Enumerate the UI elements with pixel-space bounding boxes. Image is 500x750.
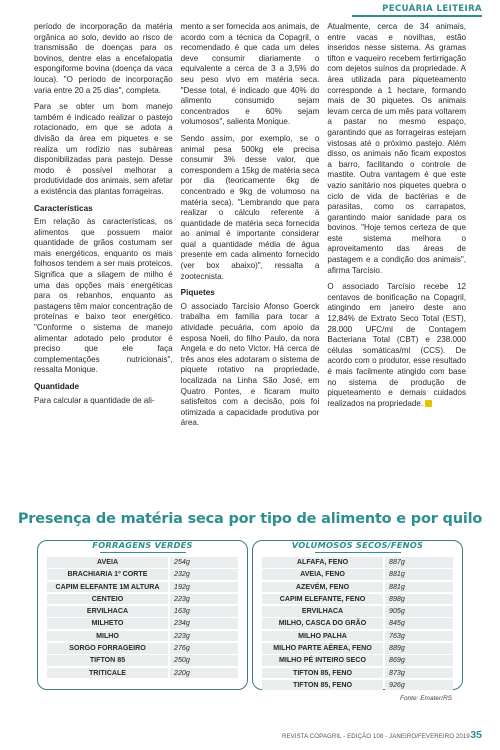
- table-row: [47, 594, 238, 605]
- table-row: [262, 655, 453, 666]
- table-row: [47, 569, 238, 580]
- subheading-quantidade: Quantidade: [34, 382, 80, 391]
- table-rows: [262, 557, 453, 692]
- table-row: [47, 643, 238, 654]
- dry-matter-value-cell: 887g: [385, 557, 453, 568]
- table-row: [262, 668, 453, 679]
- dry-matter-value-cell: 223g: [170, 631, 238, 642]
- food-name-cell: TRITICALE: [47, 668, 168, 679]
- food-name-cell: MILHETO: [47, 618, 168, 629]
- food-name-cell: MILHO PALHA: [262, 631, 383, 642]
- dry-matter-value-cell: 163g: [170, 606, 238, 617]
- table-row: [47, 582, 238, 593]
- food-name-cell: ALFAFA, FENO: [262, 557, 383, 568]
- article-column-1: [34, 22, 173, 492]
- paragraph: Sendo assim, por exemplo, se o animal pesa 500kg ele precisa consumir 3% desse valor, que correspondem a 15kg de matéria seca por dia (teoricamente 6kg de concentrado e 9kg de volumoso na matéria seca). "Lembrando que para realizar o cálculo referente à quantidade de matéria seca fornecida ao animal é importante considerar qual a quantidade média de água presente em cada alimento fornecido (ver box abaixo)", ressalta a zootecnista.: [180, 133, 320, 281]
- table-row: [47, 557, 238, 568]
- table-row: [47, 618, 238, 629]
- table-row: [262, 606, 453, 617]
- table-heading: VOLUMOSOS SECOS/FENOS: [253, 540, 462, 553]
- end-of-article-icon: [425, 400, 432, 407]
- table-row: [262, 569, 453, 580]
- dry-matter-value-cell: 881g: [385, 582, 453, 593]
- dry-matter-value-cell: 250g: [170, 655, 238, 666]
- dry-matter-value-cell: 905g: [385, 606, 453, 617]
- subheading-piquetes: Piquetes: [180, 288, 215, 298]
- page-number: 35: [470, 729, 482, 741]
- table-rows: [47, 557, 238, 680]
- article-body: [34, 22, 466, 492]
- article-column-3: [327, 22, 466, 492]
- paragraph: O associado Tarcísio Afonso Goerck trabalha em família para tocar a atividade pecuária, com apoio da esposa Noeli, do filho Paulo, da nora Angela e do neto Victor. Há cerca de três anos eles adotaram o sistema de piquete rotativo na propriedade, localizada na Linha São José, em Quatro Pontes, e ficaram muito satisfeitos com a decisão, pois foi otimizada a capacidade produtiva por área.: [180, 301, 320, 428]
- food-name-cell: AVEIA, FENO: [262, 569, 383, 580]
- food-name-cell: TIFTON 85: [47, 655, 168, 666]
- dry-matter-value-cell: 845g: [385, 618, 453, 629]
- table-row: [262, 618, 453, 629]
- volumosos-secos-table: [252, 540, 463, 690]
- table-row: [262, 680, 453, 691]
- forragens-verdes-table: [37, 540, 248, 690]
- paragraph: mento a ser fornecida aos animais, de acordo com a técnica da Copagril, o recomendado é que cada um deles deve consumir diariamente o equivalente a cerca de 3 a 3,5% do seu peso vivo em matéria seca. "Desse total, é indicado que 40% do alimento consumido sejam concentrados e 60% sejam volumosos", salienta Monique.: [180, 22, 320, 127]
- food-name-cell: SORGO FORRAGEIRO: [47, 643, 168, 654]
- article-column-2: [181, 22, 320, 492]
- food-name-cell: CAPIM ELEFANTE, FENO: [262, 594, 383, 605]
- dry-matter-value-cell: 763g: [385, 631, 453, 642]
- table-row: [47, 606, 238, 617]
- dry-matter-value-cell: 192g: [170, 582, 238, 593]
- table-heading: FORRAGENS VERDES: [38, 540, 247, 553]
- table-row: [47, 631, 238, 642]
- dry-matter-value-cell: 869g: [385, 655, 453, 666]
- subheading-caracteristicas: Características: [34, 203, 93, 213]
- food-name-cell: MILHO PÉ INTEIRO SECO: [262, 655, 383, 666]
- dry-matter-value-cell: 926g: [385, 680, 453, 691]
- dry-matter-value-cell: 254g: [170, 557, 238, 568]
- food-name-cell: AVEIA: [47, 557, 168, 568]
- dry-matter-value-cell: 276g: [170, 643, 238, 654]
- source-credit: Fonte: Emater/RS: [399, 695, 452, 702]
- dry-matter-value-cell: 232g: [170, 569, 238, 580]
- table-row: [262, 557, 453, 568]
- dry-matter-value-cell: 889g: [385, 643, 453, 654]
- food-name-cell: CENTEIO: [47, 594, 168, 605]
- table-row: [262, 594, 453, 605]
- dry-matter-value-cell: 234g: [170, 618, 238, 629]
- food-name-cell: CAPIM ELEFANTE 1M ALTURA: [47, 582, 168, 593]
- food-name-cell: AZEVÉM, FENO: [262, 582, 383, 593]
- food-name-cell: MILHO, CASCA DO GRÃO: [262, 618, 383, 629]
- dry-matter-value-cell: 223g: [170, 594, 238, 605]
- paragraph: Para calcular a quantidade de ali-: [34, 395, 155, 405]
- food-name-cell: ERVILHACA: [47, 606, 168, 617]
- dry-matter-value-cell: 873g: [385, 668, 453, 679]
- table-row: [47, 668, 238, 679]
- paragraph: Para se obter um bom manejo também é indicado realizar o pastejo rotacionado, em que se adota a divisão da área em piquetes e se realiza um rodízio nas subáreas disponibilizadas para pastejo. Desse modo é possível melhorar a produtividade dos animais, sem afetar a existência das plantas forrageiras.: [34, 102, 173, 196]
- food-name-cell: BRACHIARIA 1º CORTE: [47, 569, 168, 580]
- food-name-cell: TIFTON 85, FENO: [262, 668, 383, 679]
- food-name-cell: ERVILHACA: [262, 606, 383, 617]
- publication-footer: REVISTA COPAGRIL - EDIÇÃO 108 - JANEIRO/FEVEREIRO 2019: [282, 733, 470, 740]
- paragraph-text: O associado Tarcísio recebe 12 centavos de bonificação na Copagril, atingindo em janeiro deste ano 12,84% de Extrato Seco Total (EST), 28.000 UFC/ml de Contagem Bacteriana Total (CBT) e 238.000 células somáticas/ml (CCS). De acordo com o produtor, esse resultado é mais facilmente atingido com base no sistema de produção de piqueteamento e demais cuidados realizados na propriedade.: [327, 282, 467, 408]
- section-header-label: PECUÁRIA LEITEIRA: [382, 4, 482, 14]
- table-row: [262, 582, 453, 593]
- table-row: [47, 655, 238, 666]
- food-name-cell: MILHO PARTE AÉREA, FENO: [262, 643, 383, 654]
- food-name-cell: TIFTON 85, FENO: [262, 680, 383, 691]
- paragraph: período de incorporação da matéria orgânica ao solo, devido ao risco de transmissão de doenças para os bovinos, dentre elas a encefalopatia espongiforme bovina (doença da vaca louca). "O período de incorporação varia entre 20 a 25 dias", completa.: [34, 22, 173, 95]
- paragraph: Em relação às características, os alimentos que possuem maior quantidade de grãos costumam ser mais energéticos, enquanto os mais folhosos tendem a ser mais proteicos. Significa que a silagem de milho é uma das opções mais energéticas para os rebanhos, enquanto as pastagens têm maior concentração de proteínas e baixo teor energético. "Conforme o sistema de manejo alimentar adotado pelo produtor é preciso que ele faça complementações nutricionais", ressalta Monique.: [34, 217, 173, 375]
- section-header-rule: [352, 15, 482, 17]
- infobox-title: Presença de matéria seca por tipo de alimento e por quilo: [17, 511, 483, 527]
- food-name-cell: MILHO: [47, 631, 168, 642]
- paragraph: [327, 282, 466, 409]
- table-row: [262, 631, 453, 642]
- dry-matter-value-cell: 220g: [170, 668, 238, 679]
- dry-matter-value-cell: 881g: [385, 569, 453, 580]
- dry-matter-value-cell: 898g: [385, 594, 453, 605]
- table-row: [262, 643, 453, 654]
- paragraph: Atualmente, cerca de 34 animais, entre vacas e novilhas, estão inseridos nesse sistema. As gramas tifton e vaqueiro recebem fertirrigação com dejetos suínos da propriedade. A área utilizada para piqueteamento corresponde a 1 hectare, formando mais de 30 piquetes. Os animais levam cerca de um mês para voltarem a pastar no mesmo espaço, garantindo que as forrageiras estejam vistosas até o próximo pastejo. Além disso, os animais não ficam expostos a barro, facilitando o controle de mastite. Outra vantagem é que este vazio sanitário nos piquetes quebra o ciclo de vida de bactérias e de parasitas, como os carrapatos, garantindo maior sanidade para os bovinos. "Hoje temos certeza de que este sistema melhora o aproveitamento das áreas de pastagem e a condição dos animais", afirma Tarcísio.: [327, 22, 467, 275]
